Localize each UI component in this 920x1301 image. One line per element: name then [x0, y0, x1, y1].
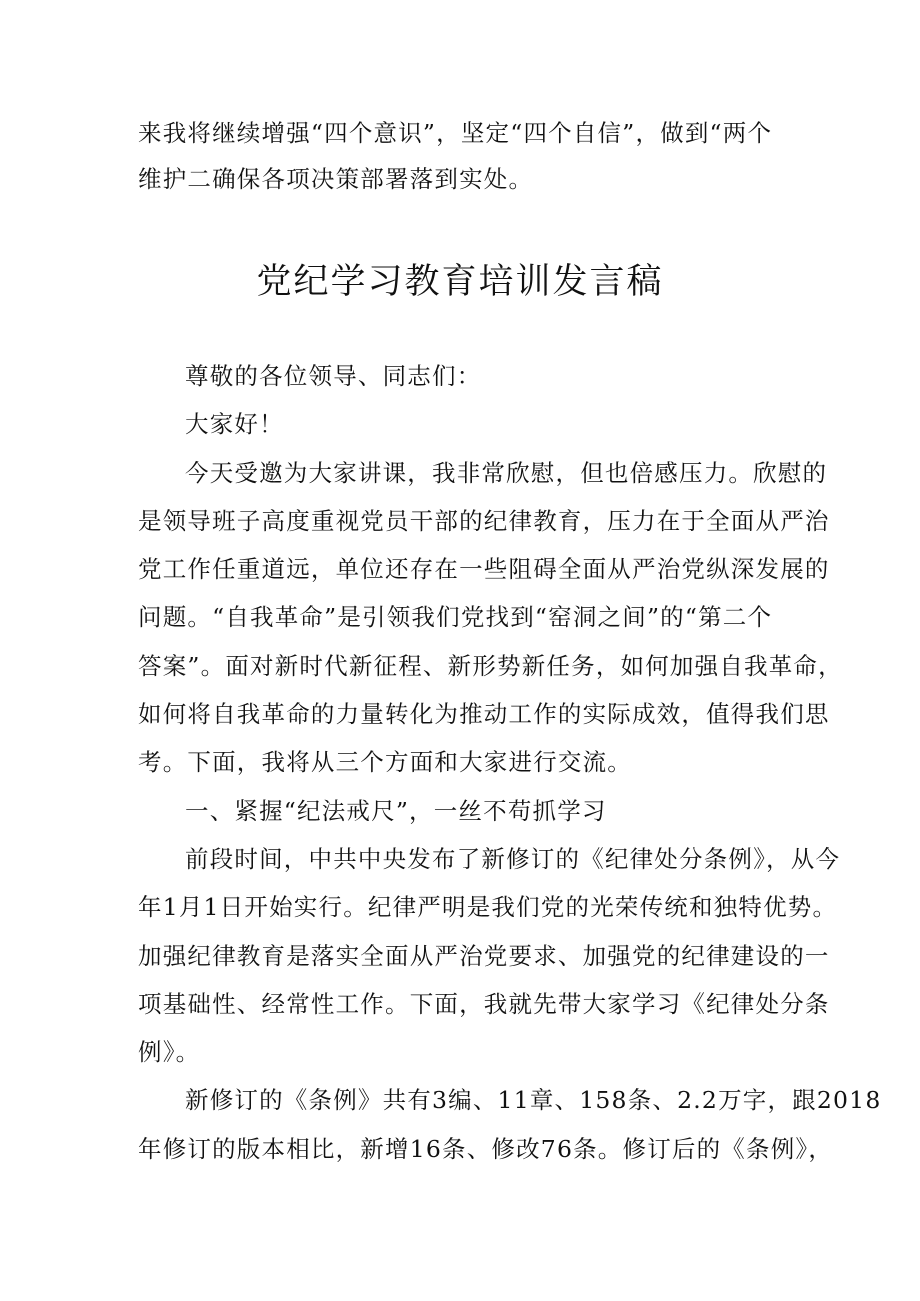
section-heading: 一、紧握“纪法戒尺”，一丝不苟抓学习 [185, 796, 607, 825]
text-line: 年1月1日开始实行。纪律严明是我们党的光荣传统和独特优势。 [138, 893, 838, 922]
greeting: 大家好！ [185, 410, 284, 439]
text-line: 维护二确保各项决策部署落到实处。 [138, 165, 534, 193]
text-line: 今天受邀为大家讲课，我非常欣慰，但也倍感压力。欣慰的 [185, 458, 828, 487]
text-line: 新修订的《条例》共有3编、11章、158条、2.2万字，跟2018 [185, 1086, 882, 1115]
text-line: 党工作任重道远，单位还存在一些阻碍全面从严治党纵深发展的 [138, 555, 830, 584]
document-title: 党纪学习教育培训发言稿 [256, 262, 664, 302]
salutation: 尊敬的各位领导、同志们： [185, 362, 482, 390]
text-line: 答案”。面对新时代新征程、新形势新任务，如何加强自我革命， [138, 651, 843, 680]
continuation-text [138, 110, 798, 202]
speech-body [138, 352, 882, 1173]
text-line: 考。下面，我将从三个方面和大家进行交流。 [138, 748, 632, 777]
text-line: 前段时间，中共中央发布了新修订的《纪律处分条例》，从今 [185, 844, 841, 873]
text-line: 项基础性、经常性工作。下面，我就先带大家学习《纪律处分条 [138, 989, 830, 1018]
text-line: 年修订的版本相比，新增16条、修改76条。修订后的《条例》， [138, 1134, 834, 1163]
text-line: 来我将继续增强“四个意识”，坚定“四个自信”，做到“两个 [138, 119, 773, 147]
text-line: 例》。 [138, 1038, 201, 1067]
text-line: 问题。“自我革命”是引领我们党找到“窑洞之间”的“第二个 [138, 603, 773, 632]
text-line: 如何将自我革命的力量转化为推动工作的实际成效，值得我们思 [138, 700, 830, 729]
text-line: 是领导班子高度重视党员干部的纪律教育，压力在于全面从严治 [138, 506, 830, 535]
text-line: 加强纪律教育是落实全面从严治党要求、加强党的纪律建设的一 [138, 941, 830, 970]
